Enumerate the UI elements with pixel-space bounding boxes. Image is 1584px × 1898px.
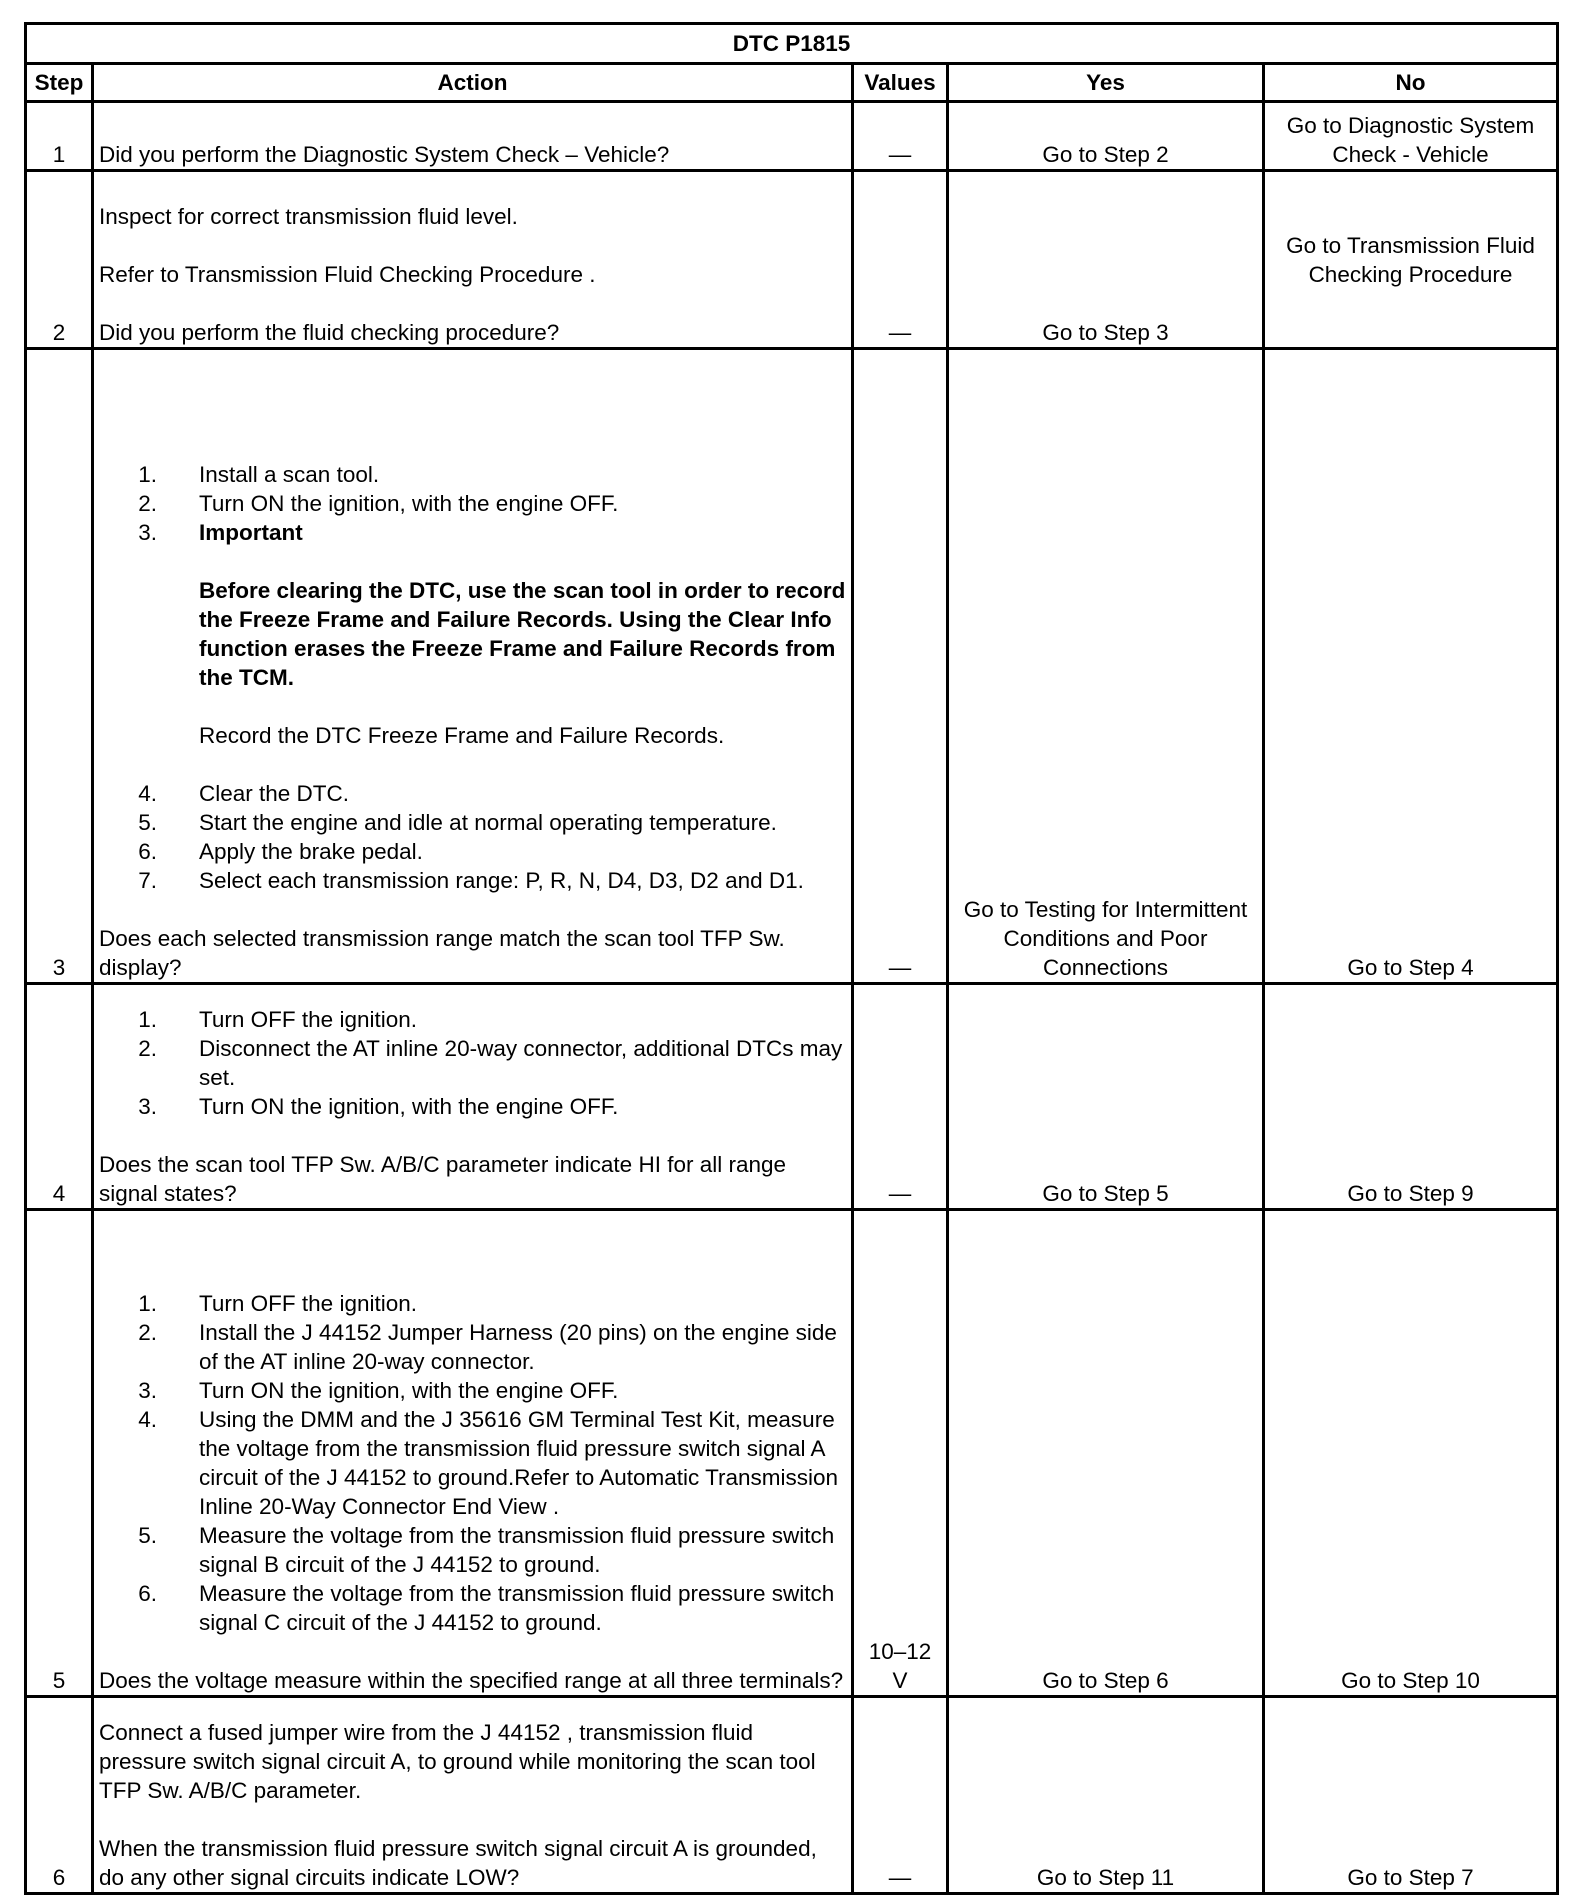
action-text: Refer to Transmission Fluid Checking Procedure . <box>99 262 596 288</box>
no-link[interactable]: Go to Step 4 <box>1264 349 1558 984</box>
list-text: Turn ON the ignition, with the engine OFF. <box>199 1093 619 1119</box>
step-list <box>99 460 846 547</box>
no-link[interactable]: Go to Step 7 <box>1264 1697 1558 1894</box>
action-question: Did you perform the fluid checking procedure? <box>99 320 560 346</box>
step-number: 1 <box>26 102 93 171</box>
action-text: Inspect for correct transmission fluid level. <box>99 204 518 230</box>
list-item <box>99 489 846 518</box>
list-number: 2. <box>138 1320 157 1346</box>
list-number: 2. <box>138 1035 157 1061</box>
list-text: Turn ON the ignition, with the engine OFF. <box>199 1378 619 1404</box>
list-text: Apply the brake pedal. <box>199 839 423 865</box>
list-number: 6. <box>138 839 157 865</box>
value-cell: 10–12 V <box>853 1209 948 1697</box>
value-cell: — <box>853 349 948 984</box>
list-item <box>99 1318 846 1376</box>
action-question: Does the scan tool TFP Sw. A/B/C parameter indicate HI for all range signal states? <box>99 1151 787 1206</box>
header-no: No <box>1264 64 1558 102</box>
important-label: Important <box>199 520 303 546</box>
list-text: Select each transmission range: P, R, N, D4, D3, D2 and D1. <box>199 868 804 894</box>
table-row <box>26 1697 1558 1894</box>
action-cell <box>93 984 853 1210</box>
list-number: 5. <box>138 810 157 836</box>
list-item <box>99 1092 846 1121</box>
list-number: 2. <box>138 491 157 517</box>
list-number: 6. <box>138 1581 157 1607</box>
action-cell <box>93 102 853 171</box>
step-number: 4 <box>26 984 93 1210</box>
table-row <box>26 102 1558 171</box>
step-number: 3 <box>26 349 93 984</box>
list-text: Turn ON the ignition, with the engine OFF. <box>199 491 619 517</box>
list-text: Using the DMM and the J 35616 GM Terminal Test Kit, measure the voltage from the transmission fluid pressure switch signal A circuit of the J 44152 to ground.Refer to Automatic Transmission Inline 20-Way Connector End View . <box>199 1407 839 1520</box>
list-item <box>99 1521 846 1579</box>
list-text: Start the engine and idle at normal operating temperature. <box>199 810 777 836</box>
list-item <box>99 808 846 837</box>
important-note: Before clearing the DTC, use the scan tool in order to record the Freeze Frame and Failure Records. Using the Clear Info function erases the Freeze Frame and Failure Records from the TCM. <box>199 578 846 691</box>
step-list <box>99 1005 846 1121</box>
action-question: Does each selected transmission range match the scan tool TFP Sw. display? <box>99 926 785 981</box>
yes-link[interactable]: Go to Step 2 <box>948 102 1264 171</box>
list-number: 3. <box>138 1378 157 1404</box>
list-item <box>99 779 846 808</box>
action-text: Connect a fused jumper wire from the J 44152 , transmission fluid pressure switch signal circuit A, to ground while monitoring the scan tool TFP Sw. A/B/C parameter. <box>99 1720 816 1803</box>
step-number: 2 <box>26 171 93 349</box>
step-number: 6 <box>26 1697 93 1894</box>
action-question: Does the voltage measure within the specified range at all three terminals? <box>99 1668 844 1694</box>
no-link[interactable]: Go to Transmission Fluid Checking Procedure <box>1264 171 1558 349</box>
yes-link[interactable]: Go to Testing for Intermittent Conditions and Poor Connections <box>948 349 1264 984</box>
no-link[interactable]: Go to Step 10 <box>1264 1209 1558 1697</box>
no-link[interactable]: Go to Diagnostic System Check - Vehicle <box>1264 102 1558 171</box>
list-number: 3. <box>138 520 157 546</box>
list-number: 1. <box>138 462 157 488</box>
header-row <box>26 64 1558 102</box>
header-values: Values <box>853 64 948 102</box>
yes-link[interactable]: Go to Step 11 <box>948 1697 1264 1894</box>
list-number: 1. <box>138 1006 157 1032</box>
list-item <box>99 1289 846 1318</box>
list-item <box>99 1034 846 1092</box>
list-number: 7. <box>138 868 157 894</box>
yes-link[interactable]: Go to Step 3 <box>948 171 1264 349</box>
action-cell <box>93 1697 853 1894</box>
list-item <box>99 866 846 895</box>
title-row <box>26 24 1558 64</box>
list-number: 1. <box>138 1291 157 1317</box>
value-cell: — <box>853 102 948 171</box>
header-yes: Yes <box>948 64 1264 102</box>
yes-link[interactable]: Go to Step 6 <box>948 1209 1264 1697</box>
list-item <box>99 1005 846 1034</box>
list-number: 4. <box>138 1407 157 1433</box>
table-row <box>26 349 1558 984</box>
no-link[interactable]: Go to Step 9 <box>1264 984 1558 1210</box>
list-text: Measure the voltage from the transmission fluid pressure switch signal C circuit of the J 44152 to ground. <box>199 1581 835 1636</box>
list-number: 4. <box>138 781 157 807</box>
list-item <box>99 518 846 547</box>
list-item <box>99 1405 846 1521</box>
list-item <box>99 460 846 489</box>
list-item <box>99 837 846 866</box>
dtc-table <box>24 22 1559 1895</box>
header-step: Step <box>26 64 93 102</box>
yes-link[interactable]: Go to Step 5 <box>948 984 1264 1210</box>
action-cell <box>93 171 853 349</box>
action-question: When the transmission fluid pressure switch signal circuit A is grounded, do any other signal circuits indicate LOW? <box>99 1836 817 1890</box>
action-question: Did you perform the Diagnostic System Check – Vehicle? <box>99 142 670 168</box>
action-cell <box>93 349 853 984</box>
value-cell: — <box>853 171 948 349</box>
step-list <box>99 1289 846 1637</box>
list-text: Measure the voltage from the transmission fluid pressure switch signal B circuit of the J 44152 to ground. <box>199 1523 835 1578</box>
step-number: 5 <box>26 1209 93 1697</box>
list-number: 5. <box>138 1523 157 1549</box>
list-number: 3. <box>138 1093 157 1119</box>
action-text: Record the DTC Freeze Frame and Failure Records. <box>199 723 725 749</box>
list-text: Turn OFF the ignition. <box>199 1006 418 1032</box>
step-list <box>99 779 846 895</box>
list-text: Install the J 44152 Jumper Harness (20 pins) on the engine side of the AT inline 20-way connector. <box>199 1320 837 1375</box>
table-row <box>26 984 1558 1210</box>
header-action: Action <box>93 64 853 102</box>
list-text: Clear the DTC. <box>199 781 350 807</box>
value-cell: — <box>853 1697 948 1894</box>
list-text: Install a scan tool. <box>199 462 380 488</box>
list-text: Turn OFF the ignition. <box>199 1291 418 1317</box>
list-item <box>99 1579 846 1637</box>
value-cell: — <box>853 984 948 1210</box>
action-cell <box>93 1209 853 1697</box>
list-item <box>99 1376 846 1405</box>
table-row <box>26 171 1558 349</box>
table-title: DTC P1815 <box>26 24 1558 64</box>
table-row <box>26 1209 1558 1697</box>
list-text: Disconnect the AT inline 20-way connector, additional DTCs may set. <box>199 1035 843 1090</box>
